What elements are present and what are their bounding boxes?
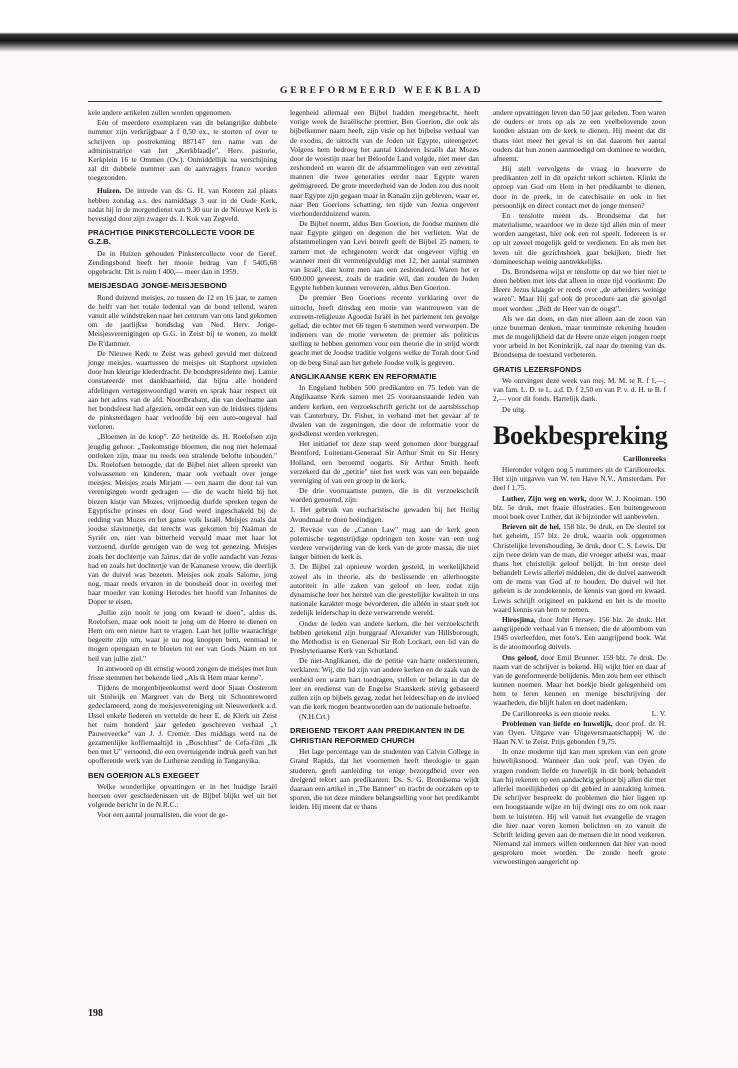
paragraph: Welke wonderlijke opvattingen er in het huidige Israël heersen over geschiedenissen uit de Bijbel blijkt wel uit het volgende bericht in de N.R.C.: [88, 781, 277, 810]
book-text: door Emil Brunner. 159 blz. 7e druk. De naam van de schrijver is bekend. Hij wijkt hier en daar af van de gereformeerde belijdenis. Men zou hem eer ethisch kunnen noemen. Maar het boekje biedt gelegenheid om hem te leren kennen en menige beschrijving der waarheden, die blijft halen en doet nadenken. [493, 652, 666, 708]
book-title: Hirosjima, [502, 614, 536, 624]
section-heading: MEISJESDAG JONGE-MEISJESBOND [88, 281, 228, 291]
paragraph: „Jullie zijn nooit te jong om kwaad te doen", aldus ds. Roelofsen, maar ook nooit te jong om de Heere te dienen en Hem om een nieuw hart te vragen. Laat het jullie waarachtige begeerte zijn om, waar je nu nog knoppen bent, eenmaal te mogen opengaan en te bloeien tot eer van Gods Naam en tot heil van jullie ziel." [88, 607, 277, 663]
lead-word: Huizen. [97, 186, 122, 196]
book-meta: door prof. dr. H. van Oyen. Uitgave van Uitgeversmaatschappij W. de Haan N.V. te Zeist. Prijs gebonden f 9,75. [493, 718, 666, 747]
paragraph: De Bijbel noemt, aldus Ben Goerion, de Joodse mannen die naar Egypte gingen en degenen die het verlieten. Wat de afstammelingen van Levi betreft geeft de Bijbel 25 namen, te zamen met de echtgenoten wordt dat ongeveer vijftig en wanneer men dit vermenigvuldigt met 12, het aantal stammen van Israël, dan komt men aan een zeshonderd. Waren het er 600.000 geweest, zoals de traditie wil, dan zouden de Joden Egypte hebben kunnen veroveren, aldus Ben Goerion. [290, 219, 479, 293]
paragraph: Tijdens de morgenbijeenkomst werd door Sjaan Oosterom uit Stolwijk en Margreet van de Berg uit Schoonrewoerd gedeclameerd, zong de meisjesvereniging uit Nieuwerkerk a.d. IJssel enkele liederen en vertelde de heer E. de Klerk uit Zeist het ruim honderd jaar geleden geschreven verhaal „'t Pauweveerke" van J. J. Cremer. Des middags werd na de gezamenlijke koffiemaaltijd in „Boschlust" de Cefa-film „Ik ben met U" vertoond, die een overtuigende indruk geeft van het opofferende werk van de Lutherse zending in Tanganyika. [88, 683, 277, 766]
masthead-title: GEREFORMEERD WEEKBLAD [280, 86, 484, 96]
book-text: door W. J. Kooiman. 190 blz. 5e druk, met fraaie illustraties. Een buitengewoon mooi boek over Luther, dat ik bijzonder wil aanbevelen. [493, 493, 666, 521]
paragraph: De in Huizen gehouden Pinkstercollecte voor de Geref. Zendingsbond heeft het mooie bedrag van f 5405,68 opgebracht. Dit is ruim f 400,— meer dan in 1959. [88, 248, 277, 277]
paragraph: In Engeland hebben 500 predikanten en 75 leden van de Anglikaanse Kerk samen met 25 vooraanstaande leden van andere kerken, een verzoekschrift gericht tot de aartsbisschop van Canterbury, Dr. Fisher, in verband met het gevaar af te dwalen van de zegeningen, die door de reformatie voor de godsdienst werden verkregen. [290, 383, 479, 439]
book-text: door John Hersey. 156 blz. 2e druk. Het aangrijpende verhaal van 6 mensen, die de atoombom van 1945 overleefden, met foto's. Een aangrijpend boek. Wat is de atoomoorlog duivels. [493, 614, 666, 652]
column-middle [290, 108, 479, 812]
paragraph: Het initiatief tot deze stap werd genomen door burggraaf Brentford, Luitenant-Generaal Sir Arthur Smit en Sir Henry Holland, een beroemd oogarts. Sir Arthur Smith heeft verzekerd dat de „petitie" niet het werk was van een bepaalde vereniging of van een groep in de kerk. [290, 439, 479, 485]
book-title: Ons geloof, [502, 652, 539, 662]
paragraph: De premier Ben Goerions recente verklaring over de uittocht, heeft dinsdag een motie van wantrouwen van de extreem-religieuze Agoedat Israël in het parlement ten gevolge gehad, die echter met 66 tegen 6 stemmen werd verworpen. De indieners van de motie verweten de premier als politicus stelling te hebben genomen voor een theorie die in strijd wordt geacht met de Joodse traditie volgens welke de Torah door God op de berg Sinaï aan het gehele Joodse volk is gegeven. [290, 293, 479, 367]
review-heading [493, 719, 666, 747]
header-rule [88, 101, 662, 102]
signature: De uitg. [502, 404, 526, 414]
news-huizen [88, 186, 277, 223]
section-heading: DREIGEND TEKORT AAN PREDIKANTEN IN DE CHRISTIAN REFORMED CHURCH [290, 726, 465, 745]
review-item [493, 494, 666, 522]
paragraph-text: De intrede van ds. G. H. van Kooten zal plaats hebben zondag a.s. des namiddags 3 uur in de Oude Kerk, nadat hij in de morgendienst van 9.30 uur in de Nieuwe Kerk is bevestigd door zijn zwager ds. I. Kok van Zegveld. [88, 186, 277, 223]
list-item: 3. De Bijbel zal opnieuw worden gesteld, in werkelijkheid zowel als in theorie, als de beslissende en allerhoogste autoriteit in alle zaken van geloof en leer, zodat zijn dynamische leer het herstel van die geestelijke kwaliteit in ons nationale karakter moge bevorderen, die alléén in staat stelt tot zedelijk leiderschap in deze verwarrende wereld. [290, 562, 479, 618]
paragraph: De Nieuwe Kerk te Zeist was geheel gevuld met duizend jonge meisjes, waartussen de meisjes uit Staphorst opvielen door hun kleurige klederdracht. De bondspresidente mej. Lamie constateerde met dankbaarheid, dat bijna alle honderd afdelingen vertegenwoordigd waren en sprak haar respect uit aan het adres van de afd. Noordbrabant, die van deelname aan het bondsfeest had afgezien, omdat een van de leidsters tijdens de pinksterdagen haar verloofde bij een auto-ongeval had verloren. [88, 348, 278, 432]
paragraph: Voor een aantal journalisten, die voor de ge- [97, 810, 228, 820]
book-title: Problemen van liefde en huwelijk, [502, 718, 613, 728]
list-item: 1. Het gebruik van eucharistische gewaden bij het Heilig Avondmaal te doen beëindigen. [290, 505, 479, 524]
book-text: 158 blz. 9e druk, en De sleutel tot het geheim, 157 blz. 2e druk, waarin ook opgenomen Christelijke levenshouding, 3e druk, door C. S. Lewis. Dit zijn twee delen van de man, die vroeger atheïst was, maar thans het christelijk geloof belijdt. In het eerste deel behandelt Lewis allerlei middelen, die de duivel aanwendt om de mens van God af te houden. De duivel wil het geheim is de zondekennis, de kennis van goed en kwaad. Lewis schrijft origineel en pakkend en het is de moeite waard kennis van hem te nemen. [493, 522, 666, 614]
review-closing [493, 709, 666, 718]
paragraph: Het lage percentage van de studenten van Calvin College in Grand Rapids, dat het voornemen heeft theologie te gaan studeren, geeft aanleiding tot enige bezorgdheid over een dreigend tekort aan predikanten. Ds. S. G. Brondsema wijdt daaraan een artikel in „The Banner" en tracht de oorzaken op te sporen, die tot deze mindere belangstelling voor het predikambt leiden. Hij meent dat er thans [290, 747, 479, 812]
book-title: Brieven uit de hel, [502, 522, 561, 532]
review-item [493, 522, 666, 614]
section-heading: PRACHTIGE PINKSTERCOLLECTE VOOR DE G.Z.B. [88, 228, 255, 247]
section-heading: GRATIS LEZERSFONDS [493, 364, 582, 374]
section-heading: BEN GOERION ALS EXEGEET [88, 770, 200, 780]
paragraph: Hij stelt vervolgens de vraag in hoeverre de predikanten zelf in dit opzicht tekort schieten. Klinkt de oproep van God om Hem in het predikambt te dienen, door in de preek, in de catechisatie en ook in het persoonlijk en direct contact met de jonge mensen? [493, 164, 666, 210]
paragraph: andere opvattingen leven dan 50 jaar geleden. Toen waren de ouders er trots op als ze een veelbelovende zoon konden afstaan om de kerk te dienen. Hij meent dat dit thans niet meer het geval is en dat daarom het aantal ouders dat hun zonen aanmoedigd om dominee te worden, afneemt. [493, 108, 666, 163]
book-title: Luther, Zijn weg en werk, [502, 493, 587, 503]
section-heading: ANGLIKAANSE KERK EN REFORMATIE [290, 371, 437, 381]
signature: L. V. [651, 708, 666, 718]
paragraph: De niet-Anglikanen, die de petitie van harte ondersteunen, verklaren: Wij, die lid zijn van andere kerken en de zaak van de eenheid een warm hart toedragen, stellen er belang in dat de leer en eredienst van de Engelse Staatskerk stevig gebaseerd zullen zijn op bijbels gezag, zodat het leiderschap en de invloed van die kerk mogen beantwoorden aan de nationale behoefte. [290, 656, 479, 712]
paragraph: In onze moderne tijd kan men spreken van een grote huwelijksnood. Wanneer dan ook prof. van Oyen de vragen rondom liefde en huwelijk in dit boek behandelt kan hij rekenen op een aandachtig gehoor bij allen die met allerlei moeilijkheden op dit gebied in aanraking komen. De schrijver bespreekt de problemen die hier liggen op een hoogstaande wijze en hij dwingt ons zo om ook naar hem te luisteren. Hij wil vanuit het evangelie de vragen die hier naar voren komen belichten en zo vanuit de Schrift leiding geven aan de mensen die in nood verkeren. Niemand zal immers willen ontkennen dat hier van nood gesproken moet worden. De zonde heeft grote verwoestingen aangericht op [493, 747, 666, 867]
review-item [493, 615, 666, 652]
paragraph: Ds. Brondsema wijst er tenslotte op dat we hier niet te doen hebben met iets dat alleen in onze tijd voorkomt: De Heere Jezus klaagde er reeds over „de arbeiders weinige waren". Maar Hij gaf ook de procedure aan die gevolgd moet worden: „Bidt de Heer van de oogst". [493, 266, 666, 313]
paragraph: Onder de leden van andere kerken, die het verzoekschrift hebben getekend zijn burggraaf Alexander van Hillsborough, the Methodist is en Generaal Sir Rob Lockart, een lid van de Presbyteriaanse Kerk van Schotland. [290, 618, 479, 656]
source-signature: (N.H.Crt.) [299, 712, 330, 722]
column-left [88, 108, 277, 821]
paragraph: Als we dat doen, en dan niet alleen aan de zoon van onze buurman denken, maar tenminste rekening houden met de mogelijkheid dat de Heere onze eigen jongen roept voor arbeid in het Koninkrijk, zal naar de mening van ds. Brondsema de toestand verbeteren. [493, 313, 666, 360]
review-item [493, 653, 666, 708]
paragraph: In antwoord op dit ernstig woord zongen de meisjes met hun frisse stemmen het bekende lied „Als ik Hem maar kenne". [88, 663, 277, 682]
series-name: Carillonreeks [623, 453, 666, 463]
paragraph: Eén of meerdere exemplaren van dit belangrijke dubbele nummer zijn verkrijgbaar à f 0,50 ex., te storten of over te schrijven op postrekening 887147 ten name van de administratrice van het „Kerkblaadje", Herv. pastorie, Kerkplein 16 te Ommen (Ov.). Onmiddellijk na verschijning zal dit dubbele nummer aan de aanvragers franco worden toegezonden. [88, 118, 277, 183]
paragraph: We ontvingen deze week van mej. M. M. te R. f 1,—; van fam. L. D. te L. a.d. D. f 2,50 en van P. v. d. H. te B. f 2,— voor dit fonds. Hartelijk dank. [493, 376, 666, 404]
top-scan-edge [0, 0, 738, 52]
paragraph: „Bloemen in de knop". Zó betitelde ds. H. Roelofsen zijn jeugdig gehoor. „Toekomstige bloemen, die nog niet helemaal ontloken zijn, maar nu reeds een stralende belofte inhouden." Ds. Roelofsen betoogde, dat de Bijbel niet alleen spreekt van volwassenen en kinderen, maar ook verhaalt over jonge meisjes. Meisjes zoals Mirjam — een naam die door tal van verenigingen wordt gedragen — die de wacht hield bij het biezen kistje van Mozes, vrijmoedig durfde spreken tegen de Egyptische prinses en door God werd ingeschakeld bij de redding van Mozes en het ganse volk Israël. Meisjes zoals dat joodse slavinnetje, dat terecht was gekomen bij Naäman de Syriër en, niet van bitterheid vervuld maar met haar lot verzoend, durfde getuigen van de weg tot genezing. Meisjes zoals het dochtertje van Jaïrus, dat de volle aandacht van Jezus had en zoals het dochtertje van de Kananese vrouw, die deerlijk van de duivel was bezeten. Meisjes ook zoals Salome, jong nog, maar reeds ervaren in de boosheid door in overleg met haar moeder van koning Herodes het hoofd van Johannes de Doper te eisen. [88, 432, 277, 607]
book-review-title: Boekbespreking [493, 420, 668, 450]
paragraph: En tenslotte meent ds. Brondsema dat het materialisme, waardoor we in deze tijd allen min of meer worden aangetast, hier ook een rol speelt. Iedereen is er op uit zoveel mogelijk geld te verdienen. En als men het leven uit die gezichtshoek gaat bekijken, biedt het domineeschap weinig aantrekkelijks. [493, 210, 666, 266]
paragraph: De drie voornaamste punten, die in dit verzoekschrift worden genoemd, zijn: [290, 486, 479, 505]
list-item: 2. Revisie van de „Canon Law" mag aan de kerk geen polemische tegenstrijdige opdringen ten koste van een nog verdere verwijdering van de kerk van de grote massa, die niet langer binnen de kerk is. [290, 524, 479, 562]
paragraph: kele andere artikelen zullen worden opgenomen. [88, 108, 232, 117]
paragraph: legenheid allemaal een Bijbel hadden meegebracht, heeft vorige week de Israëlische premier, Ben Goerion, die ook als bijbelkenner naam heeft, zijn visie op het bijbelse verhaal van de exodus, de uittocht van de Joden uit Egypte, uiteengezet. Volgens hem bedroeg het aantal kinderen Israëls dat Mozes door de woestijn naar het Beloofde Land volgde, niet meer dan zeshonderd en waren dit de afstammelingen van een zevental mannen die twee generaties eerder naar Egypte waren geëmigreerd. De grote meerderheid van de Joden zou dus nooit naar Egypte zijn gegaan maar in Kanaän zijn gebleven, waar er, naar Ben Goerions schatting, ten tijde van Jozua ongeveer vierhonderdduizend waren. [290, 108, 479, 218]
paragraph: Rond duizend meisjes, zo tussen de 12 en 16 jaar, te zamen de helft van het totale ledental van de bond tellend, waren vanuit alle windstreken naar het centrum van ons land gekomen om de jaarlijkse bondsdag van Ned. Herv. Jonge-Meisjesverenigingen op G.G. in Zeist bij te wonen, zo meldt De R'dammer. [88, 292, 277, 348]
page-number: 198 [88, 1008, 103, 1019]
column-right [493, 108, 666, 868]
closing-text: De Carillonreeks is een mooie reeks. [502, 708, 611, 718]
paragraph: Hieronder volgen nog 5 nummers uit de Carillonreeks. Het zijn uitgaven van W. ten Have N.V., Amsterdam. Per deel f 1,75. [493, 465, 666, 493]
